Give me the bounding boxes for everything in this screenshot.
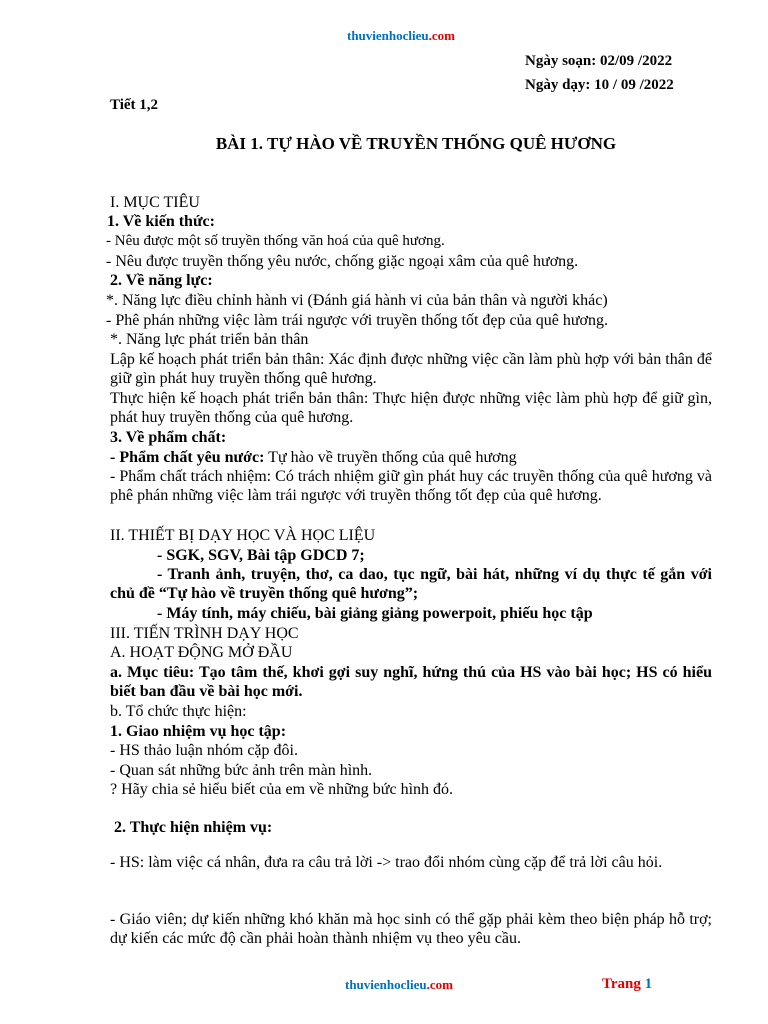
section-heading: A. HOẠT ĐỘNG MỞ ĐẦU <box>110 644 293 661</box>
page-label: Trang <box>602 976 641 992</box>
text-line: *. Năng lực phát triển bản thân <box>110 331 309 348</box>
section-heading: II. THIẾT BỊ DẠY HỌC VÀ HỌC LIỆU <box>110 527 376 544</box>
subsection-heading: 1. Về kiến thức: <box>107 213 215 230</box>
text-line: - Phê phán những việc làm trái ngược với truyền thống tốt đẹp của quê hương. <box>106 312 608 329</box>
teach-date: Ngày dạy: 10 / 09 /2022 <box>525 77 674 93</box>
site-header <box>347 28 455 44</box>
prepare-date: Ngày soạn: 02/09 /2022 <box>525 53 673 69</box>
paragraph: Lập kế hoạch phát triển bản thân: Xác định được những việc cần làm phù hợp với bản thân để giữ gìn phát huy truyền thống quê hương. <box>110 351 712 387</box>
site-domain: .com <box>428 28 455 43</box>
subsection-heading: 3. Về phẩm chất: <box>110 429 227 446</box>
text-line <box>110 448 517 467</box>
text-line: *. Năng lực điều chỉnh hành vi (Đánh giá hành vi của bản thân và người khác) <box>106 292 608 309</box>
lesson-period: Tiết 1,2 <box>110 97 159 113</box>
text-line: b. Tổ chức thực hiện: <box>110 703 247 720</box>
list-item: - Máy tính, máy chiếu, bài giảng giảng powerpoit, phiếu học tập <box>157 605 593 622</box>
site-footer <box>345 977 453 993</box>
text-line: - Quan sát những bức ảnh trên màn hình. <box>110 762 373 779</box>
site-name: thuvienhoclieu <box>345 977 427 992</box>
subsection-heading: 1. Giao nhiệm vụ học tập: <box>110 723 287 740</box>
paragraph: - HS: làm việc cá nhân, đưa ra câu trả lời -> trao đổi nhóm cùng cặp để trả lời câu hỏi. <box>110 854 663 871</box>
page-number <box>602 976 652 993</box>
section-heading: III. TIẾN TRÌNH DẠY HỌC <box>110 625 299 642</box>
text-line: - Nêu được một số truyền thống văn hoá của quê hương. <box>106 233 445 249</box>
page-title: BÀI 1. TỰ HÀO VỀ TRUYỀN THỐNG QUÊ HƯƠNG <box>215 134 617 153</box>
site-domain: .com <box>426 977 453 992</box>
site-name: thuvienhoclieu <box>347 28 429 43</box>
paragraph: - Phẩm chất trách nhiệm: Có trách nhiệm giữ gìn phát huy các truyền thống của quê hương và phê phán những việc làm trái ngược với truyền thống tốt đẹp của quê hương. <box>110 468 712 504</box>
section-heading: I. MỤC TIÊU <box>110 194 200 211</box>
subsection-heading: 2. Về năng lực: <box>110 272 213 289</box>
list-item: - SGK, SGV, Bài tập GDCD 7; <box>157 547 365 564</box>
text-line: ? Hãy chia sẻ hiểu biết của em về những bức hình đó. <box>110 781 454 798</box>
page-value: 1 <box>644 976 653 992</box>
paragraph: - Giáo viên; dự kiến những khó khăn mà học sinh có thể gặp phải kèm theo biện pháp hỗ trợ; dự kiến các mức độ cần phải hoàn thành nhiệm vụ theo yêu cầu. <box>110 911 712 947</box>
text-line: - HS thảo luận nhóm cặp đôi. <box>110 742 298 759</box>
subsection-heading: 2. Thực hiện nhiệm vụ: <box>114 819 273 836</box>
paragraph: Thực hiện kế hoạch phát triển bản thân: Thực hiện được những việc làm phù hợp để giữ gìn, phát huy truyền thống của quê hương. <box>110 390 712 426</box>
list-item: - Tranh ảnh, truyện, thơ, ca dao, tục ngữ, bài hát, những ví dụ thực tế gắn với chủ đề “Tự hào về truyền thống quê hương”; <box>110 566 712 602</box>
text-line: - Nêu được truyền thống yêu nước, chống giặc ngoại xâm của quê hương. <box>106 253 579 270</box>
value: Tự hào về truyền thống của quê hương <box>264 449 517 466</box>
label: - Phẩm chất yêu nước: <box>110 449 265 466</box>
paragraph: a. Mục tiêu: Tạo tâm thế, khơi gợi suy nghĩ, hứng thú của HS vào bài học; HS có hiểu biết ban đầu về bài học mới. <box>110 664 712 700</box>
